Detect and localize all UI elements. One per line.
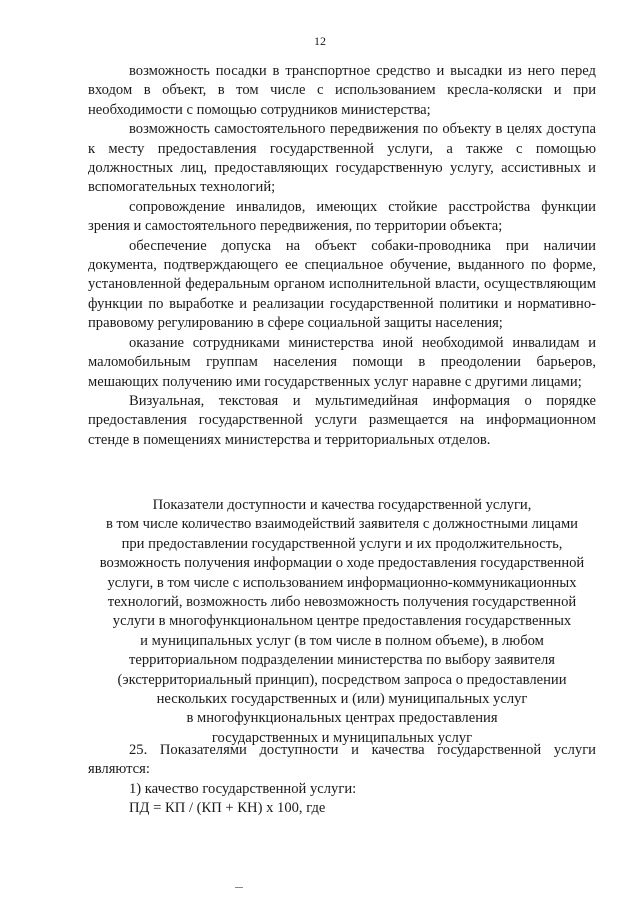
heading-line: государственных и муниципальных услуг [211, 729, 473, 746]
heading-line: и муниципальных услуг (в том числе в полном объеме), в любом [140, 632, 544, 649]
heading-line: нескольких государственных и (или) муниципальных услуг [156, 691, 528, 708]
heading-line: возможность получения информации о ходе предоставления государственной [99, 555, 585, 572]
heading-line: Показатели доступности и качества государственной услуги, [152, 497, 532, 513]
heading-line: услуги в многофункциональном центре предоставления государственных [112, 613, 572, 630]
heading-line: в том числе количество взаимодействий заявителя с должностными лицами [106, 516, 578, 533]
section-heading [82, 496, 602, 748]
paragraph: возможность посадки в транспортное средство и высадки из него перед входом в объект, в том числе с использованием кресла-коляски и при необходимости с помощью сотрудников министерства; [88, 63, 596, 118]
paragraph: обеспечение допуска на объект собаки-проводника при наличии документа, подтверждающего ее специальное обучение, выданного по форме, установленной федеральным органом исполнительной власти, осуществляющим функции по выработке и реализации государственной политики и нормативно-правовому регулированию в сфере социальной защиты населения; [88, 237, 596, 332]
paragraph: оказание сотрудниками министерства иной необходимой инвалидам и маломобильным группам населения помощи в преодолении барьеров, мешающих получению ими государственных услуг наравне с другими лицами; [88, 334, 596, 390]
accessibility-formula: ПД = КП / (КП + КН) х 100, где [129, 800, 326, 817]
page-number: 12 [314, 34, 326, 48]
heading-line: территориальном подразделении министерства по выбору заявителя [129, 652, 555, 669]
heading-line: при предоставлении государственной услуги и их продолжительность, [121, 535, 563, 552]
paragraph: возможность самостоятельного передвижения по объекту в целях доступа к месту предоставления государственной услуги, а также с помощью должностных лиц, предоставляющих государственную услугу, ассистивных и вспомогательных технологий; [88, 121, 596, 196]
point-25-item-1: 1) качество государственной услуги: [129, 780, 357, 797]
scan-mark [235, 887, 243, 888]
point-25 [88, 741, 596, 819]
heading-line: в многофункциональных центрах предоставления [186, 710, 498, 727]
body-text [88, 62, 596, 450]
paragraph: сопровождение инвалидов, имеющих стойкие расстройства функции зрения и самостоятельного передвижения, по территории объекта; [88, 198, 596, 235]
heading-line: услуги, в том числе с использованием информационно-коммуникационных [107, 574, 577, 591]
point-25-text: 25. Показателями доступности и качества государственной услуги являются: [88, 742, 596, 778]
heading-line: (экстерриториальный принцип), посредством запроса о предоставлении [117, 671, 567, 688]
heading-line: технологий, возможность либо невозможность получения государственной [107, 594, 577, 611]
paragraph: Визуальная, текстовая и мультимедийная информация о порядке предоставления государственной услуги размещается на информационном стенде в помещениях министерства и территориальных отделов. [88, 392, 596, 448]
